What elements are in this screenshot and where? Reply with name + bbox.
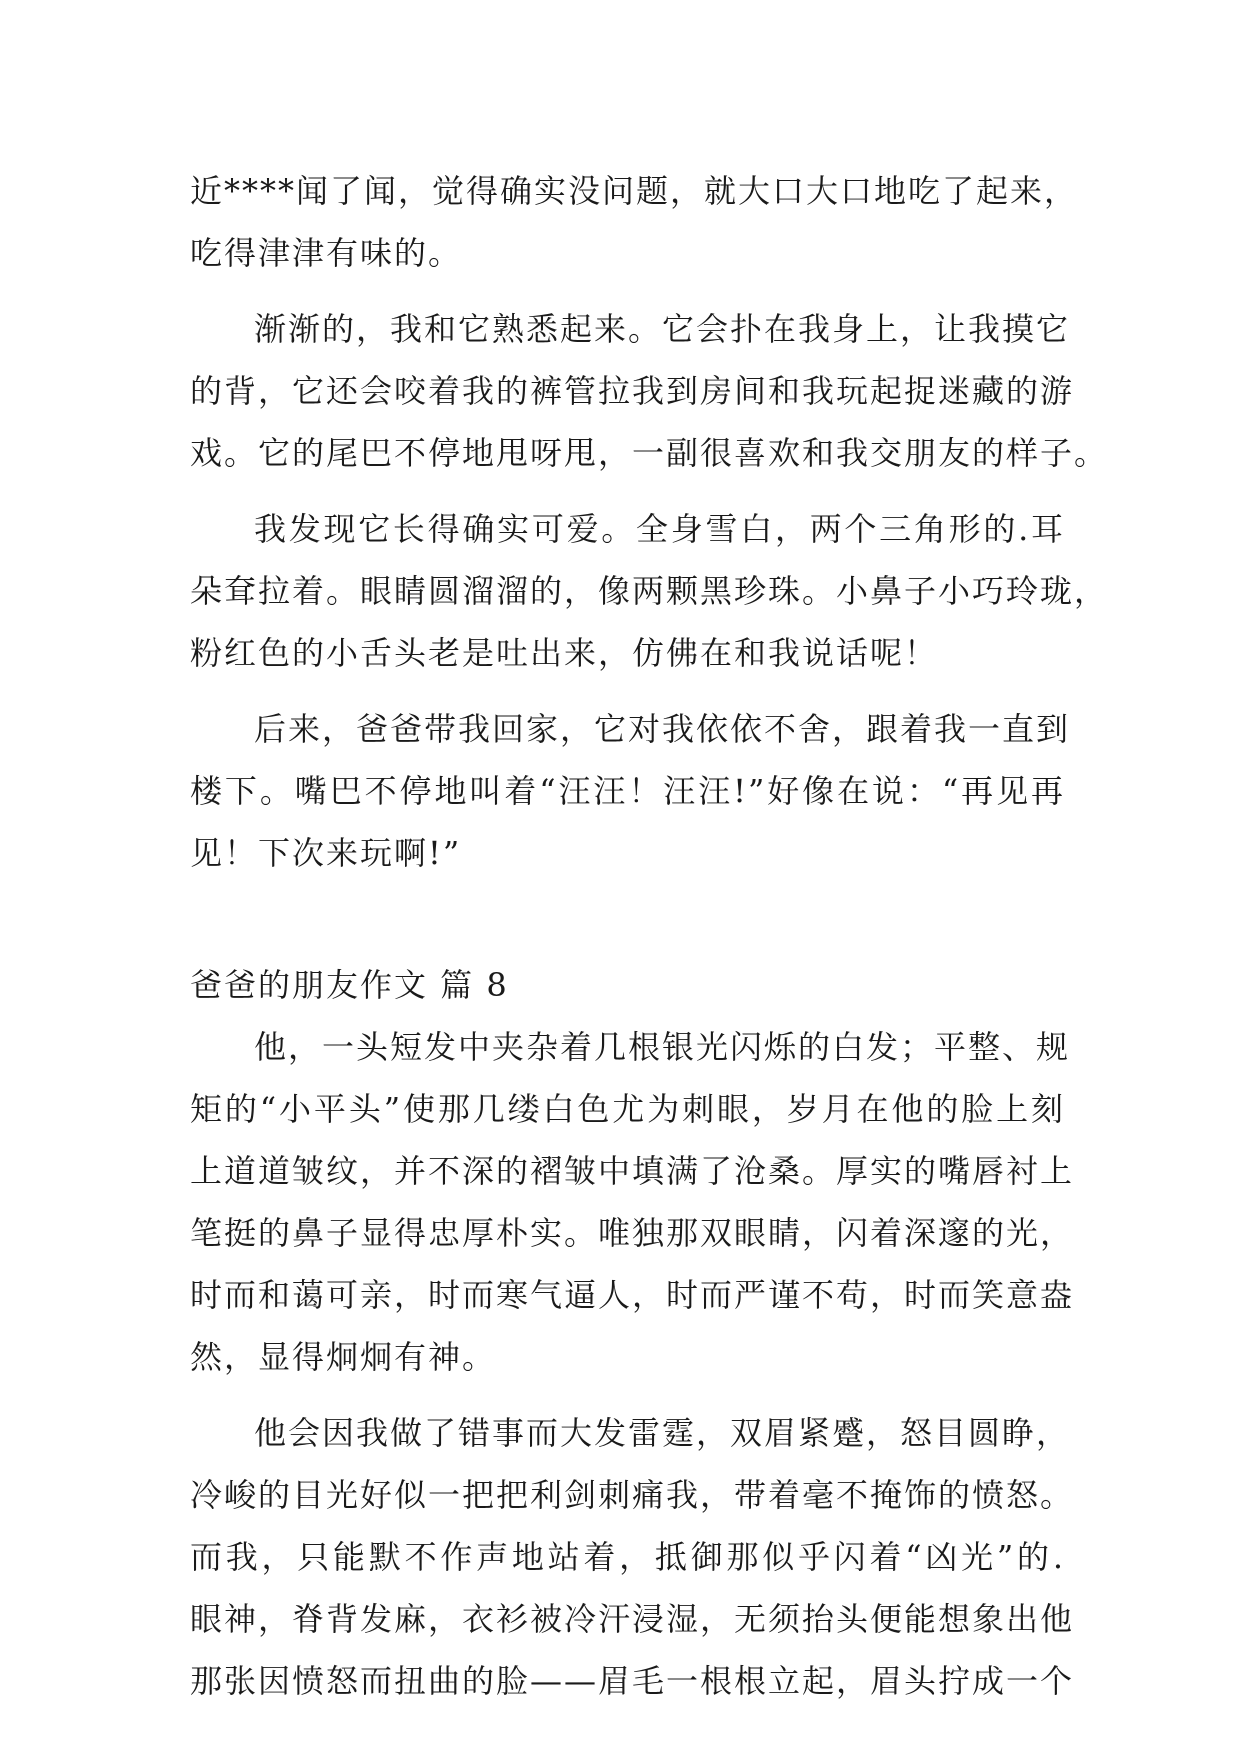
text-line: 矩的“小平头”使那几缕白色尤为刺眼，岁月在他的脸上刻 [190,1090,1065,1128]
text-line: 的背，它还会咬着我的裤管拉我到房间和我玩起捉迷藏的游 [190,372,1075,410]
paragraph [190,298,1109,484]
text-line: 楼下。嘴巴不停地叫着“汪汪！汪汪!”好像在说：“再见再 [190,772,1065,810]
text-line: 朵耷拉着。眼睛圆溜溜的，像两颗黑珍珠。小鼻子小巧玲珑， [190,572,1109,610]
text-line: 然，显得炯炯有神。 [190,1338,497,1376]
paragraph [190,160,1079,284]
paragraph [190,698,1071,884]
text-line: 上道道皱纹，并不深的褶皱中填满了沧桑。厚实的嘴唇衬上 [190,1152,1075,1190]
paragraph [190,1016,1075,1388]
text-line: 我发现它长得确实可爱。全身雪白，两个三角形的.耳 [254,510,1065,548]
text-line: 粉红色的小舌头老是吐出来，仿佛在和我说话呢！ [190,634,939,672]
text-line: 渐渐的，我和它熟悉起来。它会扑在我身上，让我摸它 [254,310,1071,348]
text-line: 时而和蔼可亲，时而寒气逼人，时而严谨不苟，时而笑意盎 [190,1276,1075,1314]
text-line: 他，一头短发中夹杂着几根银光闪烁的白发；平整、规 [254,1028,1071,1066]
text-line: 近****闻了闻，觉得确实没问题，就大口大口地吃了起来， [190,172,1079,210]
text-line: 戏。它的尾巴不停地甩呀甩，一副很喜欢和我交朋友的样子。 [190,434,1109,472]
paragraph [190,1402,1075,1712]
text-line: 而我，只能默不作声地站着，抵御那似乎闪着“凶光”的. [190,1538,1065,1576]
text-line: 吃得津津有味的。 [190,234,463,272]
text-line: 他会因我做了错事而大发雷霆，双眉紧蹙，怒目圆睁， [254,1414,1071,1452]
paragraph [190,498,1109,684]
text-line: 笔挺的鼻子显得忠厚朴实。唯独那双眼睛，闪着深邃的光， [190,1214,1075,1252]
text-line: 那张因愤怒而扭曲的脸——眉毛一根根立起，眉头拧成一个 [190,1662,1075,1700]
text-line: 见！下次来玩啊!” [190,834,462,872]
text-line: 冷峻的目光好似一把把利剑刺痛我，带着毫不掩饰的愤怒。 [190,1476,1075,1514]
document-page [190,160,1109,1712]
text-line: 后来，爸爸带我回家，它对我依依不舍，跟着我一直到 [254,710,1071,748]
section-heading: 爸爸的朋友作文 篇 8 [190,966,509,1004]
text-line: 眼神，脊背发麻，衣衫被冷汗浸湿，无须抬头便能想象出他 [190,1600,1075,1638]
